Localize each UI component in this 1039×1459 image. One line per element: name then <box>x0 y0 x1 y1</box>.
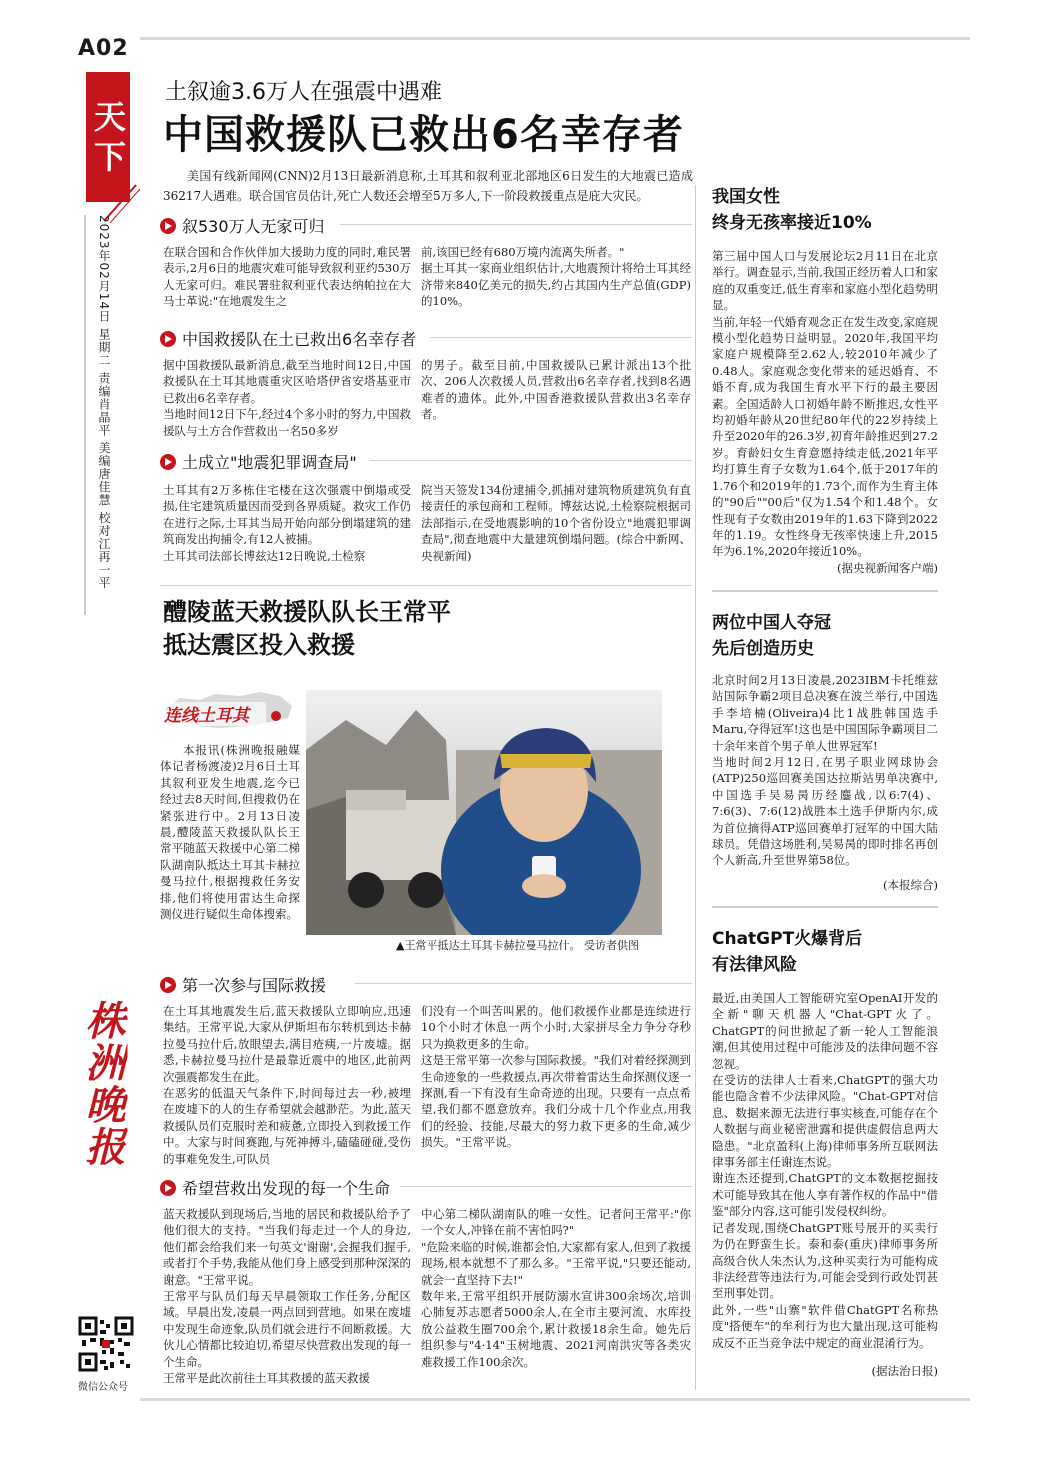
bottom-rule <box>140 1398 970 1401</box>
sidebar-rule <box>712 906 938 908</box>
sidebar-body-3: 最近,由美国人工智能研究室OpenAI开发的全新"聊天机器人"Chat-GPT火了。ChatGPT的问世掀起了新一轮人工智能浪潮,但其使用过程中可能涉及的法律问题不容忽视。 在受访的法律人士看来,ChatGPT的强大功能也隐含着不少法律风险。"Chat-GPT对信息、数据来源无法进行事实核查,可能存在个人数据与商业秘密泄露和提供虚假信息两大隐患。"北京盈科(上海)律师事务所互联网法律事务部主任谢连杰说。 谢连杰还提到,ChatGPT的文本数据挖掘技术可能导致其在他人享有著作权的作品中"借鉴"部分内容,这可能引发侵权纠纷。 记者发现,围绕ChatGPT账号展开的买卖行为仍在野蛮生长。泰和泰(重庆)律师事务所高级合伙人朱杰认为,这种买卖行为可能构成非法经营等违法行为,可能会受到行政处罚甚至刑事处罚。 此外,一些"山寨"软件借ChatGPT名称热度"搭便车"的牟利行为也大量出现,这可能构成反不正当竞争法中规定的商业混淆行为。 <box>712 991 938 1350</box>
second-headline: 醴陵蓝天救援队队长王常平 抵达震区投入救援 <box>163 598 451 659</box>
sidebar-source-3: (据法治日报) <box>871 1364 938 1378</box>
sidebar-headline-1: 我国女性 终身无孩率接近10% <box>712 187 872 233</box>
section4-right: 们没有一个叫苦叫累的。他们救援作业都是连续进行10个小时才休息一两个小时,大家拼尽全力争分夺秒只为换救更多的生命。 这是王常平第一次参与国际救援。"我们对着经探测到生命迹象的一些救援点,再次带着雷达生命探测仪逐一探测,看一下有没有生命奇迹的出现。只要有一点点希望,我们都不愿意放弃。我们分成十几个作业点,用我们的经验、技能,尽最大的努力救下更多的生命,减少损失。"王常平说。 <box>421 1004 691 1150</box>
subhead-3: 土成立"地震犯罪调查局" <box>160 450 357 473</box>
subhead-rule <box>400 1186 692 1187</box>
qr-code-icon[interactable] <box>78 1316 134 1372</box>
play-bullet-icon <box>160 218 176 234</box>
section-tag: 天下 <box>86 72 130 202</box>
subhead-rule <box>355 983 692 984</box>
play-bullet-icon <box>160 1180 176 1196</box>
qr-label: 微信公众号 <box>78 1382 128 1393</box>
sidebar-headline-2: 两位中国人夺冠 先后创造历史 <box>712 613 831 659</box>
rescue-photo-image <box>306 690 662 935</box>
dateline: 2023年02月14日 星期二 责编肖晶平 美编唐佳慧 校对江再一平 <box>97 215 111 590</box>
play-bullet-icon <box>160 331 176 347</box>
section3-left: 土耳其有2万多栋住宅楼在这次强震中倒塌或受损,住宅建筑质量因而受到各界质疑。救灾工作仍在进行之际,土耳其当局开始向部分倒塌建筑的建筑商发出拘捕令,有12人被捕。 土耳其司法部长博兹达12日晚说,土检察 <box>163 483 411 563</box>
subhead-rule <box>340 224 692 225</box>
sidebar-source-1: (据央视新闻客户端) <box>837 561 938 575</box>
play-bullet-icon <box>160 454 176 470</box>
section1-left: 在联合国和合作伙伴加大援助力度的同时,难民署表示,2月6日的地震灾难可能导致叙利亚约530万人无家可归。难民署驻叙利亚代表达纳帕拉在大马士革说:"在地震发生之 <box>163 245 411 309</box>
photo-caption: ▲王常平抵达土耳其卡赫拉曼马拉什。 受访者供图 <box>396 939 639 952</box>
sidebar-rule <box>712 590 938 592</box>
rescue-photo <box>306 690 662 935</box>
column-divider <box>695 185 696 1390</box>
play-bullet-icon <box>160 977 176 993</box>
section4-left: 在土耳其地震发生后,蓝天救援队立即响应,迅速集结。王常平说,大家从伊斯坦布尔转机到达卡赫拉曼马拉什后,放眼望去,满目疮痍,一片废墟。据悉,卡赫拉曼马拉什是最靠近震中的地区,此前两次强震都发生在此。 在恶劣的低温天气条件下,时间每过去一秒,被埋在废墟下的人的生存希望就会越渺茫。为此,蓝天救援队员们克服时差和疲惫,立即投入到救援工作中。大家与时间赛跑,与死神搏斗,磕磕碰碰,受伤的事难免发生,可队员 <box>163 1004 411 1166</box>
section2-left: 据中国救援队最新消息,截至当地时间12日,中国救援队在土耳其地震重灾区哈塔伊省安塔基亚市已救出6名幸存者。 当地时间12日下午,经过4个多小时的努力,中国救援队与土方合作营救出一名50多岁 <box>163 358 411 438</box>
subhead-rule <box>430 337 692 338</box>
subhead-2: 中国救援队在土已救出6名幸存者 <box>160 327 416 350</box>
subhead-4: 第一次参与国际救援 <box>160 973 326 996</box>
sidebar-headline-3: ChatGPT火爆背后 有法律风险 <box>712 929 863 975</box>
subhead-rule <box>370 460 692 461</box>
sidebar-body-1: 第三届中国人口与发展论坛2月11日在北京举行。调查显示,当前,我国正经历着人口和家庭的双重变迁,低生育率和家庭小型化趋势明显。 当前,年轻一代婚育观念正在发生改变,家庭规模小型化趋势日益明显。2020年,我国平均家庭户规模降至2.62人,较2010年减少了0.48人。家庭观念变化带来的延迟婚育、不婚不育,成为我国生育水平下行的最主要因素。全国适龄人口初婚年龄不断推迟,女性平均初婚年龄从20世纪80年代的22岁持续上升至2020年的26.3岁,初育年龄推迟到27.2岁。育龄妇女生育意愿持续走低,2021年平均打算生育子女数为1.64个,低于2017年的1.76个和2019年的1.73个,而作为生育主体的"90后""00后"仅为1.54个和1.48个。女性现有子女数由2019年的1.63下降到2022年的1.19。女性终身无孩率快速上升,2015年为6.1%,2020年接近10%。 <box>712 249 938 559</box>
second-intro: 本报讯(株洲晚报融媒体记者杨渡凌)2月6日土耳其叙利亚发生地震,迄今已经过去8天时间,但搜救仍在紧张进行中。2月13日凌晨,醴陵蓝天救援队队长王常平随蓝天救援中心第二梯队湖南队抵达土耳其卡赫拉曼马拉什,根据搜救任务安排,他们将使用雷达生命探测仪进行疑似生命体搜索。 <box>160 743 300 922</box>
section3-right: 院当天签发134份逮捕令,抓捕对建筑物质建筑负有直接责任的承包商和工程师。博兹达说,土检察院根据司法部指示,在受地震影响的10个省份设立"地震犯罪调查局",彻查地震中大量建筑倒塌问题。(综合中新网、央视新闻) <box>421 483 691 563</box>
section5-right: 中心第二梯队湖南队的唯一女性。记者问王常平:"你一个女人,冲锋在前不害怕吗?" "危险来临的时候,谁都会怕,大家都有家人,但到了救援现场,根本就想不了那么多。"王常平说,"只要还能动,就会一直坚持下去!" 数年来,王常平组织开展防溺水宣讲300余场次,培训心肺复苏志愿者5000余人,在全市主要河流、水库投放公益救生圈700余个,累计救援18余生命。她先后组织参与"4·14"玉树地震、2021河南洪灾等各类灾难救援工作100余次。 <box>421 1207 691 1369</box>
sidebar-body-2: 北京时间2月13日凌晨,2023IBM卡托维兹站国际争霸2项目总决赛在波兰举行,中国选手李培楠(Oliveira)4比1战胜韩国选手Maru,夺得冠军!这也是中国国际争霸项目二十余年来首个男子单人世界冠军! 当地时间2月12日,在男子职业网球协会(ATP)250巡回赛美国达拉斯站男单决赛中,中国选手吴易昺历经鏖战,以6:7(4)、7:6(3)、7:6(12)战胜本土选手伊斯内尔,成为首位摘得ATP巡回赛单打冠军的中国大陆球员。凭借这场胜利,吴易昺的即时排名再创个人新高,升至世界第58位。 <box>712 673 938 868</box>
subhead-5: 希望营救出发现的每一个生命 <box>160 1176 390 1199</box>
page-number: A02 <box>78 36 129 61</box>
subhead-1: 叙530万人无家可归 <box>160 214 325 237</box>
main-kicker: 土叙逾3.6万人在强震中遇难 <box>165 80 442 105</box>
sidebar-source-2: (本报综合) <box>883 878 938 892</box>
main-lede: 美国有线新闻网(CNN)2月13日最新消息称,土耳其和叙利亚北部地区6日发生的大地震已造成36217人遇难。联合国官员估计,死亡人数还会增至5万多人,下一阶段救援重点是庇大灾民。 <box>163 169 693 203</box>
top-rule <box>140 37 970 40</box>
section2-right: 的男子。截至目前,中国救援队已累计派出13个批次、206人次救援人员,营救出6名幸存者,找到8名遇难者的遗体。此外,中国香港救援队营救出3名幸存者。 <box>421 358 691 422</box>
badge-label: 连线土耳其 <box>164 706 249 726</box>
left-vertical-rule <box>84 215 86 615</box>
section1-right: 前,该国已经有680万境内流离失所者。" 据土耳其一家商业组织估计,大地震预计将给土耳其经济带来840亿美元的损失,约占其国内生产总值(GDP)的10%。 <box>421 245 691 309</box>
story-divider <box>160 585 692 586</box>
section5-left: 蓝天救援队到现场后,当地的居民和救援队给予了他们很大的支持。"当我们每走过一个人的身边,他们都会给我们来一句英文'谢谢',会握我们握手,或者打个手势,我能从他们身上感受到那种深深的谢意。"王常平说。 王常平与队员们每天早晨领取工作任务,分配区域。早晨出发,凌晨一两点回到营地。如果在废墟中发现生命迹象,队员们就会进行不间断救援。大伙儿心情都比较迫切,希望尽快营救出发现的每一个生命。 王常平是此次前往土耳其救援的蓝天救援 <box>163 1207 411 1386</box>
main-headline: 中国救援队已救出6名幸存者 <box>163 112 684 158</box>
newspaper-logo: 株洲晚报 <box>79 1000 126 1168</box>
